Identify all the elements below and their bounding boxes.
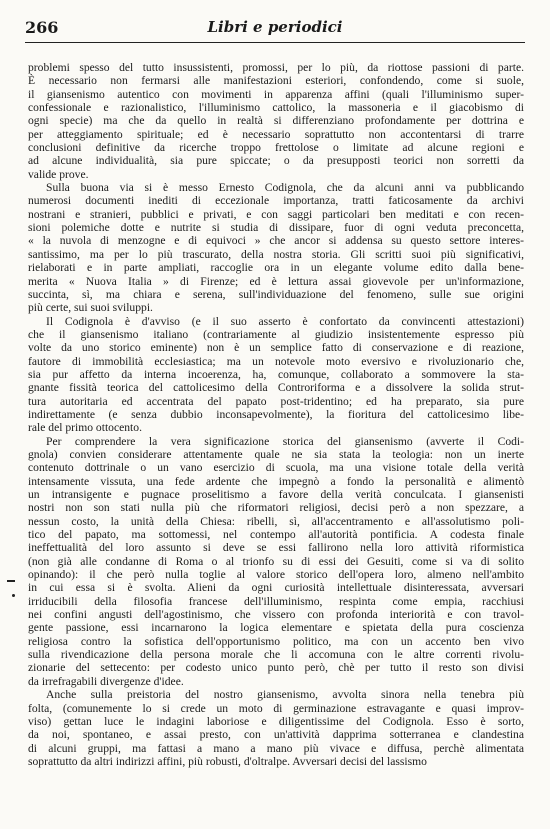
text-line: intensamente vissuta, una fede ardente che impegnò a fondo la personalità e alimentò [28,474,524,488]
text-line: da noi, spontaneo, e assai presto, con un'attività dapprima sotterranea e clandestina [28,728,524,742]
page-number: 266 [25,18,59,37]
text-line: succinta, sì, ma chiara e serena, sull'individuazione del fenomeno, sulle sue origini [28,287,524,301]
text-line: in cui essa si è svolta. Alieni da ogni curiosità intellettuale disinteressata, avversari [28,581,524,595]
article-body [28,61,524,768]
text-line: Per comprendere la vera significazione storica del giansenismo (avverte il Codi- [46,434,524,448]
text-line: (non già alle condanne di Roma o al trionfo su di essi dei Gesuiti, come si va di solito [28,554,524,568]
text-line: ineffettualità del loro assunto si deve se essi fallirono nella loro attività riformistica [28,541,524,555]
text-line: soprattutto da altri indirizzi affini, più robusti, d'oltralpe. Avversari decisi del lassismo [28,754,427,768]
paragraph [28,315,524,435]
text-line: sia pur affetto da interna incoerenza, ha, comunque, collaborato a sommovere la sta- [28,367,524,381]
text-line: nostri non son stati nulla più che riformatori religiosi, decisi però a non spezzare, a [28,501,524,515]
text-line: rale del primo ottocento. [28,421,142,435]
text-line: È necessario non fermarsi alle manifestazioni esteriori, confondendo, come si suole, [28,74,524,88]
text-line: nei confini angusti dell'agostinismo, che vissero con profonda interiorità e con travol- [28,608,524,622]
text-line: indirettamente (e senza dubbio inconsapevolmente), la fioritura del cattolicesimo libe- [28,407,524,421]
paragraph [28,688,524,768]
text-line: tura autoritaria ed accentrata del papato post-tridentino; ed ha preparato, sia pure [28,394,524,408]
text-line: merita « Nuova Italia » di Firenze; ed è lettura assai giovevole per un'informazione, [28,274,524,288]
text-line: folta, (comunemente lo si crede un moto di germinazione estravagante e quasi improv- [28,701,524,715]
text-line: il giansenismo autentico con movimenti in apparenza affini (quali l'illuminismo super- [28,87,524,101]
text-line: sioni polemiche dotte e nutrite si studia di dissipare, fuor di ogni veduta preconcetta, [28,221,524,235]
text-line: confessionale e razionalistico, l'illuminismo cattolico, la massoneria e il giacobismo di [28,101,524,115]
text-line: Sulla buona via si è messo Ernesto Codignola, che da alcuni anni va pubblicando [46,181,524,195]
text-line: Il Codignola è d'avviso (e il suo asserto è confortato da convincenti attestazioni) [46,314,524,328]
text-line: più certe, sui suoi sviluppi. [28,301,153,315]
paragraph [28,435,524,689]
text-line: sulla rivendicazione della persona morale che li accomuna con le altre correnti rivolu- [28,648,524,662]
text-line: gnola) convien considerare attentamente quale ne sia stata la teologia: non un inerte [28,447,524,461]
text-line: che il giansenismo italiano (contrariamente al giudizio insistentemente espresso più [28,327,524,341]
margin-mark [7,580,15,582]
text-line: santissimo, ma per lo più trascurato, della nostra storia. Gli scritti suoi più significativi, [28,247,524,261]
paragraph [28,61,524,181]
text-line: numerosi documenti inediti di eccezionale importanza, tratti faticosamente da archivi [28,194,524,208]
running-title: Libri e periodici [207,18,343,36]
text-line: religiosa contro la sofistica dell'opportunismo politico, ma con un accento ben vivo [28,634,524,648]
text-line: problemi spesso del tutto insussistenti, promossi, per lo più, da riottose passioni di parte. [28,61,524,74]
text-line: gente passione, essi incarnarono la logica elementare e spietata della pura coscienza [28,621,524,635]
text-line: fautore di immobilità ecclesiastica; ma un notevole moto eversivo e rivoluzionario che, [28,354,524,368]
text-line: Anche sulla preistoria del nostro giansenismo, avvolta sinora nella tenebra più [46,688,524,702]
text-line: ogni specie) ma che da quello in realtà si differenziano profondamente per dottrina e [28,114,524,128]
text-line: ad alcune individualità, sia pure spiccate; o da presupposti teorici non sorretti da [28,154,524,168]
paragraph [28,181,524,314]
text-line: volte da uno storico eminente) non è un semplice fatto di conservazione e di reazione, [28,341,524,355]
text-line: gnante fissità teorica del cattolicesimo della Controriforma e a dissolvere la solida strut- [28,381,524,395]
text-line: un intransigente e pugnace proselitismo a favore della verità conculcata. I giansenisti [28,488,524,501]
text-line: conclusioni definitive da ricerche troppo frettolose o limitate ad alcune regioni e [28,141,524,155]
text-line: opinando): il che però nulla toglie al valore storico dell'opera loro, almeno nell'ambito [28,568,524,582]
text-line: zionarie del settecento: per codesto unico punto però, chè per tutto il resto son divisi [28,661,524,675]
text-line: irriducibili della filosofia francese dell'illuminismo, respinta come empia, racchiusi [28,594,524,608]
text-line: di alcuni gruppi, ma fattasi a mano a mano più vivace e diffusa, perchè alimentata [28,741,524,755]
text-line: per atteggiamento spirituale; ed è necessario soprattutto non accontentarsi di trarre [28,127,524,141]
text-line: contenuto dottrinale o un vano esercizio di scuola, ma una visione totale della verità [28,461,524,475]
text-line: nostrani e stranieri, pubblici e privati, e con saggi particolari ben meditati e con recen- [28,207,524,221]
text-line: « la nuvola di menzogne e di equivoci » che ancor si addensa su questo settore interes- [28,234,524,248]
margin-dot [12,594,15,597]
page-header [25,18,525,43]
text-line: valide prove. [28,167,89,181]
text-line: da irrefragabili divergenze d'idee. [28,674,184,688]
text-line: viso) gettan luce le indagini laboriose e diligentissime del Codignola. Esso è sorto, [28,714,524,728]
text-line: tico del papato, ma sottomessi, nel contempo all'autorità pontificia. A codesta finale [28,528,524,542]
text-line: nessun costo, la unità della Chiesa: ribelli, sì, all'accentramento e all'assolutismo poli- [28,514,524,528]
text-line: rielaborati e in parte ampliati, raccoglie ora in un elegante volume edito dalla bene- [28,261,524,275]
